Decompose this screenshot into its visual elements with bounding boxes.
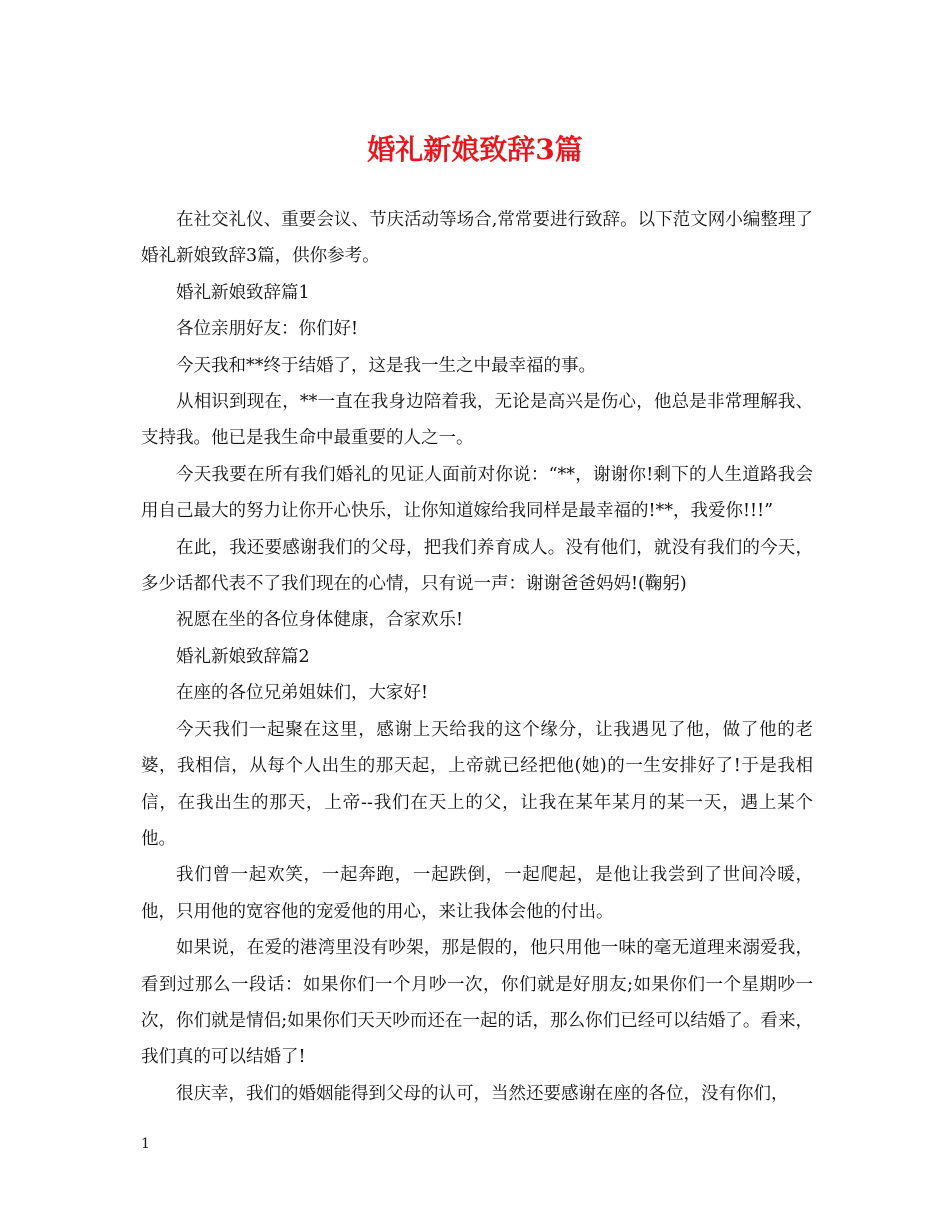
document-body bbox=[141, 202, 813, 1112]
paragraph: 今天我和**终于结婚了，这是我一生之中最幸福的事。 bbox=[176, 355, 596, 376]
paragraph: 在此，我还要感谢我们的父母，把我们养育成人。没有他们，就没有我们的今天，多少话都代表不了我们现在的心情，只有说一声：谢谢爸爸妈妈!(鞠躬) bbox=[141, 537, 813, 595]
paragraph: 各位亲朋好友：你们好! bbox=[176, 319, 359, 340]
section-heading-1: 婚礼新娘致辞篇1 bbox=[176, 282, 310, 303]
document-title: 婚礼新娘致辞3篇 bbox=[367, 133, 583, 166]
section-heading-2: 婚礼新娘致辞篇2 bbox=[176, 646, 310, 667]
paragraph: 今天我们一起聚在这里，感谢上天给我的这个缘分，让我遇见了他，做了他的老婆，我相信，从每个人出生的那天起，上帝就已经把他(她)的一生安排好了!于是我相信，在我出生的那天，上帝--我们在天上的父，让我在某年某月的某一天，遇上某个他。 bbox=[141, 719, 813, 849]
paragraph-intro: 在社交礼仪、重要会议、节庆活动等场合,常常要进行致辞。以下范文网小编整理了婚礼新娘致辞3篇，供你参考。 bbox=[141, 210, 813, 267]
paragraph: 在座的各位兄弟姐妹们，大家好! bbox=[176, 683, 429, 704]
paragraph: 我们曾一起欢笑，一起奔跑，一起跌倒，一起爬起，是他让我尝到了世间冷暖，他，只用他的宽容他的宠爱他的用心，来让我体会他的付出。 bbox=[141, 865, 813, 922]
paragraph: 祝愿在坐的各位身体健康，合家欢乐! bbox=[176, 610, 464, 631]
page-number: 1 bbox=[141, 1136, 150, 1152]
paragraph: 从相识到现在，**一直在我身边陪着我，无论是高兴是伤心，他总是非常理解我、支持我。他已是我生命中最重要的人之一。 bbox=[141, 392, 813, 449]
paragraph: 今天我要在所有我们婚礼的见证人面前对你说：“**，谢谢你!剩下的人生道路我会用自己最大的努力让你开心快乐，让你知道嫁给我同样是最幸福的!**，我爱你!!!” bbox=[141, 464, 813, 522]
paragraph: 很庆幸，我们的婚姻能得到父母的认可，当然还要感谢在座的各位，没有你们， bbox=[176, 1083, 789, 1104]
paragraph: 如果说，在爱的港湾里没有吵架，那是假的，他只用他一味的毫无道理来溺爱我，看到过那么一段话：如果你们一个月吵一次，你们就是好朋友;如果你们一个星期吵一次，你们就是情侣;如果你们天天吵而还在一起的话，那么你们已经可以结婚了。看来，我们真的可以结婚了! bbox=[141, 938, 813, 1068]
